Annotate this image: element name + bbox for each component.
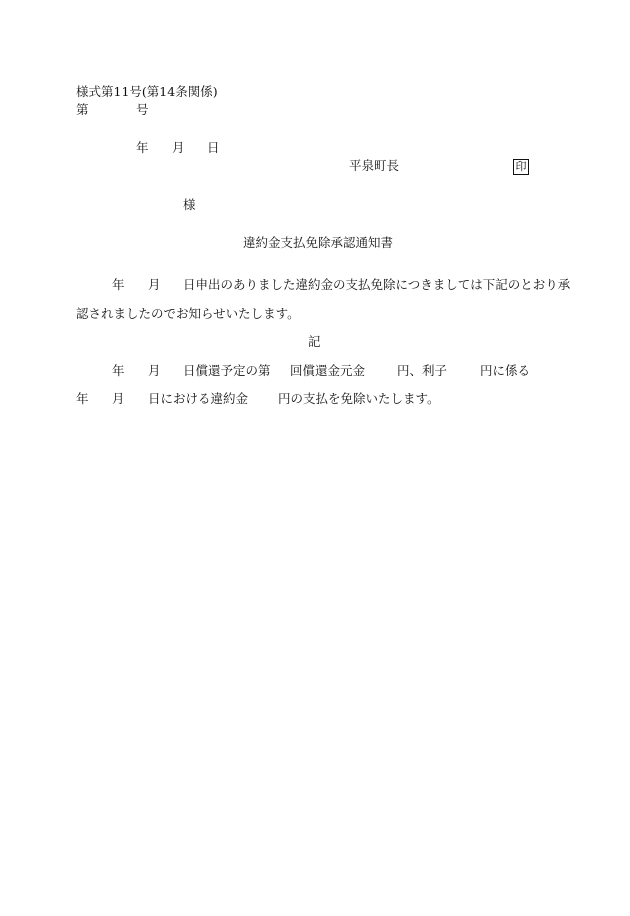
para1-text-line1: 日申出のありました違約金の支払免除につきましては下記のとおり承 [183,277,571,292]
number-prefix: 第 [76,102,89,117]
detail1-part2: 回償還金元金 [290,363,366,378]
detail2-year: 年 [76,391,89,406]
detail2-part2: 円の支払を免除いたします。 [278,391,440,406]
issue-date-month: 月 [172,140,185,155]
ki-heading: 記 [308,334,321,349]
addressee-suffix: 様 [183,197,196,212]
para1-year: 年 [112,277,125,292]
para1-month: 月 [148,277,161,292]
detail1-part3: 円、利子 [397,363,448,378]
para1-text-line2: 認されましたのでお知らせいたします。 [76,306,300,321]
number-suffix: 号 [136,102,149,117]
detail1-month: 月 [148,363,161,378]
form-label: 様式第11号(第14条関係) [76,84,218,99]
detail1-year: 年 [112,363,125,378]
detail1-part1: 日償還予定の第 [183,363,271,378]
detail2-part1: 日における違約金 [148,391,249,406]
detail2-month: 月 [112,391,125,406]
document-title: 違約金支払免除承認通知書 [243,235,394,250]
issue-date-day: 日 [207,140,220,155]
issuer-title: 平泉町長 [349,158,400,173]
seal-mark: 印 [513,159,529,175]
issue-date-year: 年 [136,140,149,155]
detail1-part4: 円に係る [480,363,531,378]
